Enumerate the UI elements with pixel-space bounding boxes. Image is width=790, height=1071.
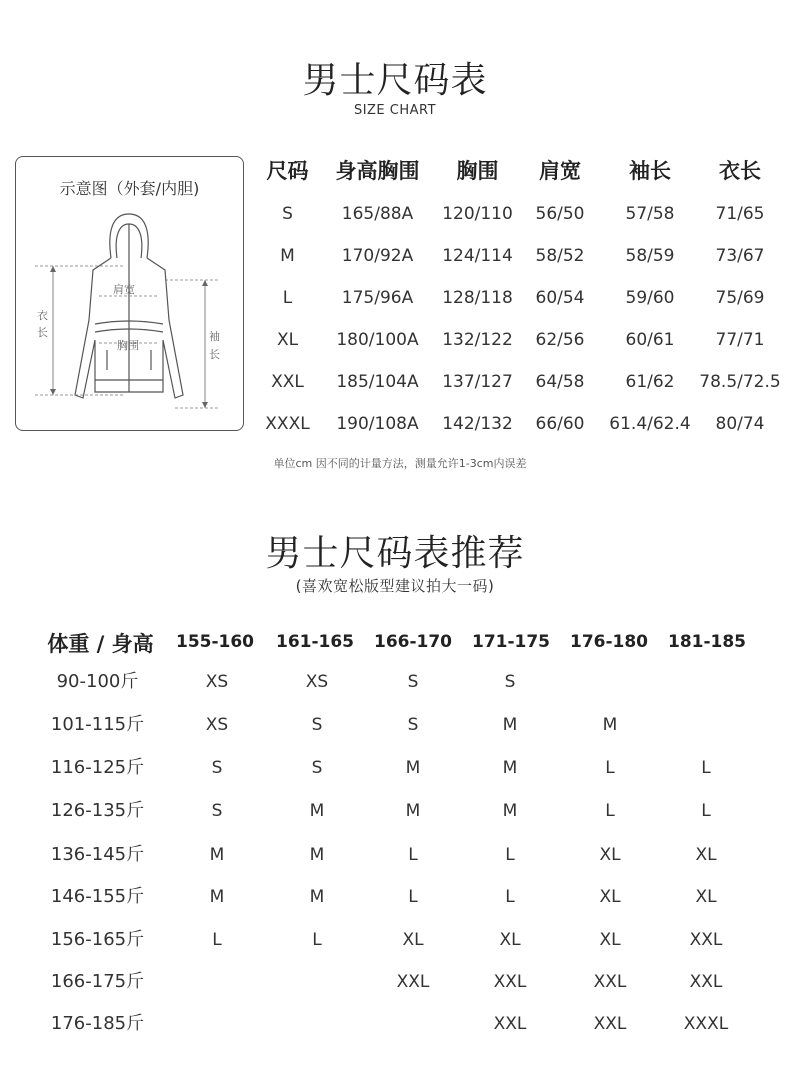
size-recommendation: M bbox=[309, 801, 325, 821]
size-cell: 61.4/62.4 bbox=[609, 414, 691, 434]
size-recommendation: S bbox=[311, 758, 323, 778]
size-recommendation: S bbox=[311, 715, 323, 735]
header-length: 衣长 bbox=[719, 159, 761, 183]
size-cell: 61/62 bbox=[625, 372, 675, 392]
size-cell: 57/58 bbox=[625, 204, 675, 224]
size-recommendation: XS bbox=[205, 672, 229, 692]
size-cell: 60/61 bbox=[625, 330, 675, 350]
height-range: 166-170 bbox=[373, 632, 453, 652]
size-recommendation: L bbox=[605, 801, 615, 821]
size-cell: 56/50 bbox=[535, 204, 585, 224]
size-recommendation: XL bbox=[599, 930, 621, 950]
size-recommendation: L bbox=[701, 758, 711, 778]
header-shoulder: 肩宽 bbox=[539, 159, 581, 183]
size-recommendation: M bbox=[502, 758, 518, 778]
size-cell: 59/60 bbox=[625, 288, 675, 308]
size-cell: 58/59 bbox=[625, 246, 675, 266]
size-recommendation: XL bbox=[695, 887, 717, 907]
recommendation-row bbox=[0, 747, 790, 789]
size-recommendation: M bbox=[602, 715, 618, 735]
size-recommendation: XL bbox=[599, 845, 621, 865]
header-height-chest: 身高胸围 bbox=[335, 159, 420, 183]
size-row bbox=[245, 277, 790, 319]
size-row bbox=[245, 193, 790, 235]
size-cell: 180/100A bbox=[336, 330, 419, 350]
size-recommendation: S bbox=[407, 715, 419, 735]
chest-label: 胸围 bbox=[117, 339, 139, 352]
size-recommendation: XXL bbox=[493, 972, 527, 992]
size-recommendation: XXL bbox=[689, 972, 723, 992]
size-recommendation: L bbox=[312, 930, 322, 950]
size-chart-title: 男士尺码表 bbox=[302, 60, 488, 101]
weight-label: 136-145斤 bbox=[50, 844, 145, 865]
size-recommendation: XS bbox=[205, 715, 229, 735]
size-recommendation: XXL bbox=[593, 972, 627, 992]
size-cell: 190/108A bbox=[336, 414, 419, 434]
size-recommendation: XL bbox=[499, 930, 521, 950]
size-row bbox=[245, 235, 790, 277]
height-range: 155-160 bbox=[175, 632, 255, 652]
size-recommendation: L bbox=[505, 845, 515, 865]
size-recommendation: M bbox=[405, 758, 421, 778]
size-cell: 175/96A bbox=[341, 288, 414, 308]
size-cell: 75/69 bbox=[715, 288, 765, 308]
size-recommendation: M bbox=[502, 801, 518, 821]
size-recommendation: M bbox=[209, 845, 225, 865]
size-recommendation: XL bbox=[695, 845, 717, 865]
header-chest: 胸围 bbox=[456, 159, 499, 183]
size-cell: 80/74 bbox=[715, 414, 765, 434]
weight-label: 146-155斤 bbox=[50, 886, 145, 907]
recommendation-row bbox=[0, 1003, 790, 1045]
size-recommendation: L bbox=[212, 930, 222, 950]
diagram-caption: 示意图（外套/内胆) bbox=[59, 179, 200, 198]
size-recommendation: S bbox=[211, 801, 223, 821]
recommendation-row bbox=[0, 790, 790, 832]
recommendation-row bbox=[0, 876, 790, 918]
weight-label: 116-125斤 bbox=[50, 757, 145, 778]
size-recommendation: M bbox=[502, 715, 518, 735]
size-recommendation: M bbox=[209, 887, 225, 907]
size-cell: 58/52 bbox=[535, 246, 585, 266]
size-cell: 170/92A bbox=[341, 246, 414, 266]
size-cell: 124/114 bbox=[442, 246, 513, 266]
size-recommendation: L bbox=[408, 887, 418, 907]
size-cell: 165/88A bbox=[341, 204, 414, 224]
size-recommendation: M bbox=[309, 845, 325, 865]
size-cell: XXL bbox=[271, 372, 304, 392]
recommendation-title: 男士尺码表推荐 bbox=[265, 533, 525, 574]
corner-label: 体重 / 身高 bbox=[47, 632, 154, 656]
size-recommendation: XL bbox=[599, 887, 621, 907]
size-cell: 132/122 bbox=[442, 330, 513, 350]
size-recommendation: XS bbox=[305, 672, 329, 692]
size-cell: 73/67 bbox=[715, 246, 765, 266]
size-cell: 60/54 bbox=[535, 288, 585, 308]
size-chart-subtitle: SIZE CHART bbox=[353, 103, 437, 118]
size-recommendation: XL bbox=[402, 930, 424, 950]
height-range: 181-185 bbox=[667, 632, 747, 652]
size-recommendation: XXXL bbox=[683, 1014, 729, 1034]
size-cell: XXXL bbox=[265, 414, 310, 434]
shoulder-label: 肩宽 bbox=[113, 283, 135, 296]
size-recommendation: XXL bbox=[689, 930, 723, 950]
size-cell: 185/104A bbox=[336, 372, 419, 392]
weight-label: 166-175斤 bbox=[50, 971, 145, 992]
size-cell: 128/118 bbox=[442, 288, 513, 308]
size-row bbox=[245, 319, 790, 361]
length-label-1: 衣 bbox=[37, 309, 48, 322]
header-sleeve: 袖长 bbox=[629, 159, 671, 183]
size-cell: 71/65 bbox=[715, 204, 765, 224]
size-recommendation: M bbox=[309, 887, 325, 907]
jacket-illustration bbox=[15, 200, 244, 425]
weight-label: 126-135斤 bbox=[50, 800, 145, 821]
size-recommendation: M bbox=[405, 801, 421, 821]
recommendation-row bbox=[0, 834, 790, 876]
size-cell: M bbox=[280, 246, 295, 266]
size-row bbox=[245, 403, 790, 445]
size-cell: 62/56 bbox=[535, 330, 585, 350]
size-cell: 142/132 bbox=[442, 414, 513, 434]
header-size: 尺码 bbox=[266, 159, 309, 183]
size-recommendation: L bbox=[701, 801, 711, 821]
size-cell: 78.5/72.5 bbox=[699, 372, 781, 392]
size-cell: 137/127 bbox=[442, 372, 513, 392]
size-recommendation: S bbox=[407, 672, 419, 692]
height-range: 171-175 bbox=[471, 632, 551, 652]
recommendation-row bbox=[0, 919, 790, 961]
recommendation-row bbox=[0, 661, 790, 703]
weight-label: 156-165斤 bbox=[50, 929, 145, 950]
weight-label: 90-100斤 bbox=[56, 671, 139, 692]
height-range: 161-165 bbox=[275, 632, 355, 652]
weight-label: 176-185斤 bbox=[50, 1013, 145, 1034]
measurement-note: 单位cm 因不同的计量方法，测量允许1-3cm内误差 bbox=[273, 457, 527, 470]
sleeve-label-2: 长 bbox=[209, 348, 220, 361]
size-recommendation: S bbox=[211, 758, 223, 778]
size-cell: L bbox=[282, 288, 293, 308]
sleeve-label-1: 袖 bbox=[209, 330, 220, 343]
recommendation-header bbox=[0, 628, 790, 658]
size-cell: 120/110 bbox=[442, 204, 513, 224]
height-range: 176-180 bbox=[569, 632, 649, 652]
size-cell: 77/71 bbox=[715, 330, 765, 350]
size-cell: 64/58 bbox=[535, 372, 585, 392]
size-cell: 66/60 bbox=[535, 414, 585, 434]
length-label-2: 长 bbox=[37, 326, 48, 339]
size-cell: S bbox=[282, 204, 293, 224]
size-recommendation: L bbox=[605, 758, 615, 778]
recommendation-subtitle: (喜欢宽松版型建议拍大一码) bbox=[295, 577, 495, 595]
size-recommendation: S bbox=[504, 672, 516, 692]
size-recommendation: XXL bbox=[493, 1014, 527, 1034]
recommendation-row bbox=[0, 704, 790, 746]
size-table-header bbox=[245, 150, 790, 192]
size-recommendation: L bbox=[505, 887, 515, 907]
size-row bbox=[245, 361, 790, 403]
recommendation-row bbox=[0, 961, 790, 1003]
size-recommendation: XXL bbox=[593, 1014, 627, 1034]
weight-label: 101-115斤 bbox=[50, 714, 145, 735]
size-recommendation: L bbox=[408, 845, 418, 865]
size-recommendation: XXL bbox=[396, 972, 430, 992]
size-cell: XL bbox=[276, 330, 299, 350]
